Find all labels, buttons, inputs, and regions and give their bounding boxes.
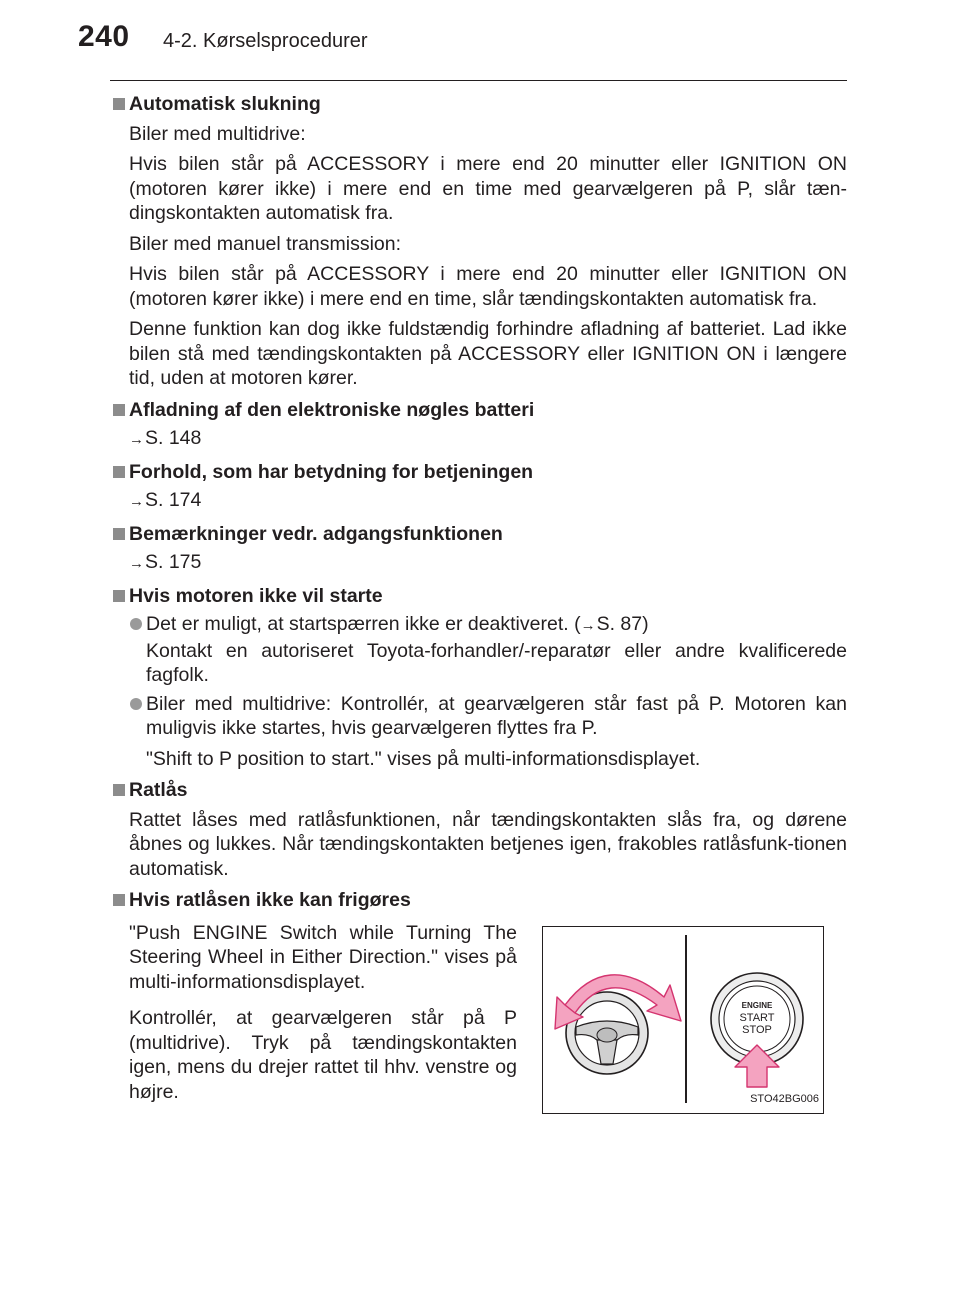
figure-code: STO42BG006 bbox=[750, 1093, 819, 1105]
reference-text: S. 148 bbox=[145, 427, 202, 449]
page-reference-link[interactable] bbox=[129, 426, 847, 453]
arrow-right-icon: → bbox=[129, 493, 144, 510]
arrow-right-icon: → bbox=[580, 617, 596, 634]
bullet-text: Det er muligt, at startspærren ikke er deaktiveret. ( bbox=[146, 613, 581, 635]
button-label-stop: STOP bbox=[742, 1023, 772, 1036]
button-label-start: START bbox=[739, 1011, 775, 1024]
illustration-drawing bbox=[543, 927, 823, 1113]
page-reference-link[interactable] bbox=[129, 550, 847, 577]
button-label-engine: ENGINE bbox=[741, 1000, 773, 1010]
paragraph: Rattet låses med ratlåsfunktionen, når tændingskontakten slås fra, og dørene åbnes og lukkes. Når tændingskontakten betjenes igen, frakobles ratlåsfunk-tionen automatisk. bbox=[129, 808, 847, 880]
main-content bbox=[111, 90, 847, 1143]
page-reference-link[interactable]: S. 87) bbox=[596, 613, 649, 635]
chapter-title: 4-2. Kørselsprocedurer bbox=[163, 30, 368, 52]
paragraph: Biler med multidrive: bbox=[129, 122, 306, 145]
heading-lock-release: Hvis ratlåsen ikke kan frigøres bbox=[111, 888, 847, 913]
header-rule bbox=[110, 80, 847, 81]
heading-no-start: Hvis motoren ikke vil starte bbox=[111, 584, 847, 609]
arrow-right-icon: → bbox=[129, 555, 144, 572]
reference-text: S. 175 bbox=[145, 551, 202, 573]
heading-steering-lock: Ratlås bbox=[111, 778, 847, 803]
bullet-item: Biler med multidrive: Kontrollér, at gearvælgeren står fast på P. Motoren kan muligvis ikke startes, hvis gearvælgeren flyttes fra P. bbox=[129, 692, 847, 741]
paragraph: Kontrollér, at gearvælgeren står på P (multidrive). Tryk på tændingskontakten igen, mens du drejer rattet til hhv. venstre og højre. bbox=[129, 1007, 517, 1103]
illustration-steering-and-engine-switch bbox=[542, 926, 824, 1114]
bullet-text: Kontakt en autoriseret Toyota-forhandler/-reparatør eller andre kvalificerede fagfolk. bbox=[146, 639, 847, 686]
heading-entry-notes: Bemærkninger vedr. adgangsfunktionen bbox=[111, 522, 847, 547]
paragraph: Biler med manuel transmission: bbox=[129, 232, 402, 255]
reference-text: S. 174 bbox=[145, 489, 202, 511]
paragraph: Hvis bilen står på ACCESSORY i mere end 20 minutter eller IGNITION ON (motoren kører ikke) i mere end en time med gearvælgeren på P, slår tæn-dingskontakten automatisk fra. bbox=[129, 153, 847, 224]
heading-conditions: Forhold, som har betydning for betjeningen bbox=[111, 460, 847, 485]
lock-release-block bbox=[111, 913, 847, 1143]
paragraph: "Push ENGINE Switch while Turning The Steering Wheel in Either Direction." vises på multi-informationsdisplayet. bbox=[129, 921, 517, 993]
paragraph: Denne funktion kan dog ikke fuldstændig forhindre afladning af batteriet. Lad ikke bilen stå med tændingskontakten på ACCESSORY eller IGNITION ON i længere tid, uden at motoren kører. bbox=[129, 318, 847, 389]
bullet-item bbox=[129, 612, 847, 688]
paragraph: Hvis bilen står på ACCESSORY i mere end 20 minutter eller IGNITION ON (motoren kører ikke) i mere end en time, slår tændingskontakten automatisk fra. bbox=[129, 263, 847, 310]
page-reference-link[interactable] bbox=[129, 488, 847, 515]
lock-release-text bbox=[129, 921, 517, 1105]
heading-auto-off: Automatisk slukning bbox=[111, 92, 847, 117]
bullet-subtext: "Shift to P position to start." vises på multi-informationsdisplayet. bbox=[146, 747, 701, 770]
arrow-right-icon: → bbox=[129, 431, 144, 448]
page-number: 240 bbox=[78, 20, 130, 53]
heading-key-battery: Afladning af den elektroniske nøgles batteri bbox=[111, 398, 847, 423]
